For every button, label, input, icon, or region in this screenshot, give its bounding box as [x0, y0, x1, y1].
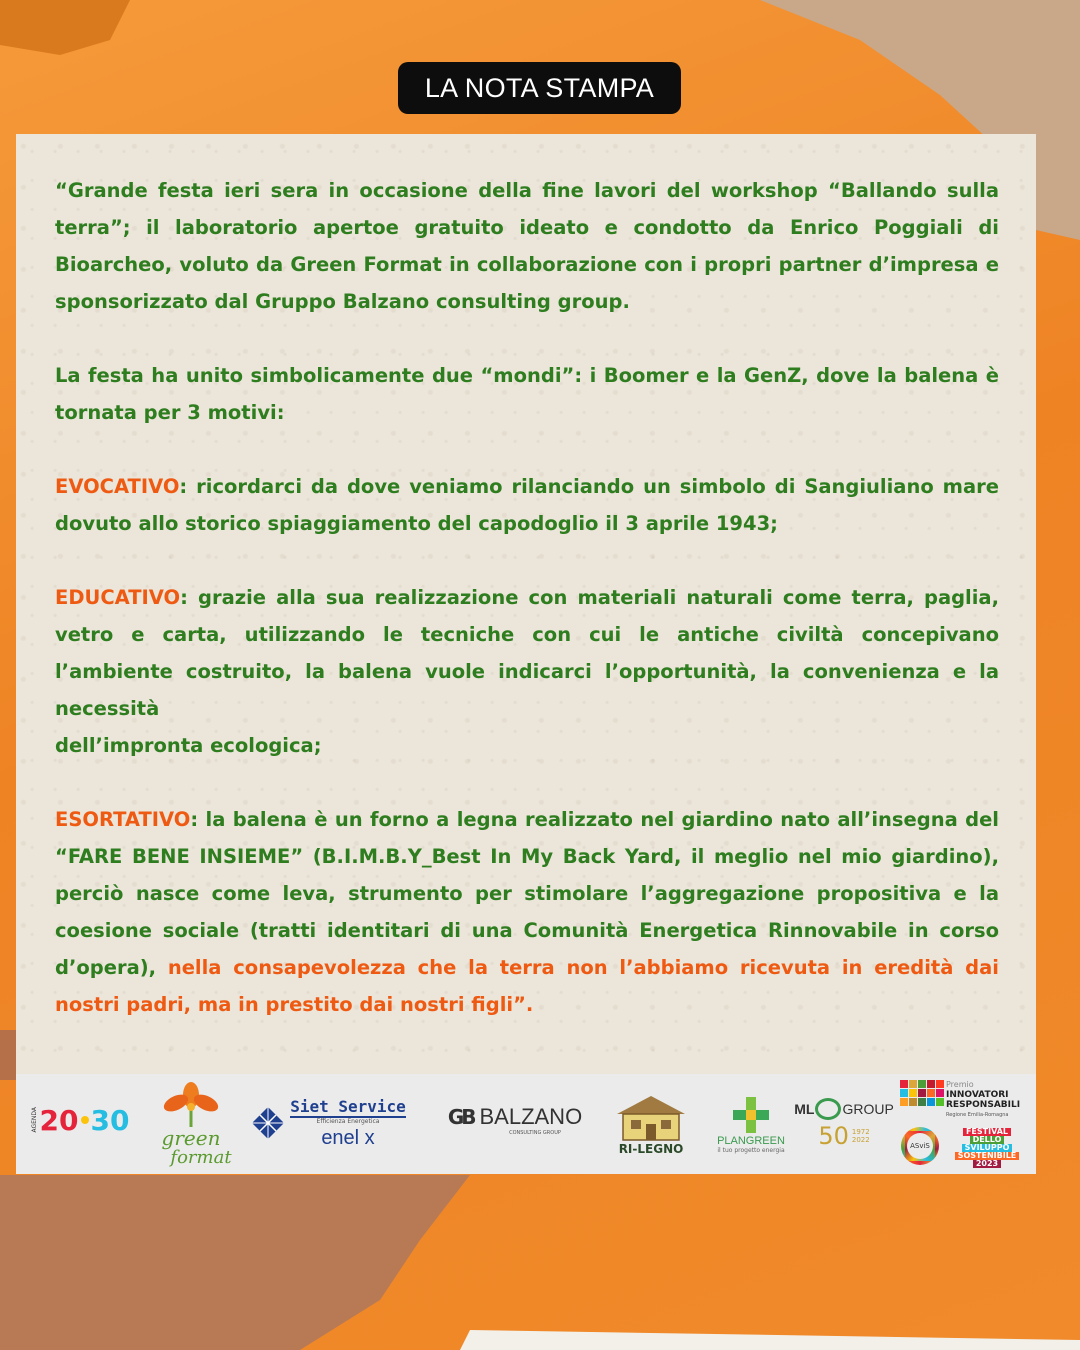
closing-quote: nella consapevolezza che la terra non l’abbiamo ricevuta in eredità dai nostri padri, ma in prestito dai nostri figli”.	[55, 956, 999, 1016]
ml-mark: ML	[794, 1101, 815, 1117]
plus-leaf-icon	[731, 1095, 771, 1135]
label-esortativo: ESORTATIVO	[55, 808, 191, 831]
ml-group-word: GROUP	[842, 1101, 894, 1117]
plangreen-logo	[706, 1088, 796, 1160]
festival-l1: FESTIVAL	[963, 1128, 1011, 1136]
asvis-logo	[900, 1126, 940, 1166]
balzano-name: BALZANO	[479, 1104, 583, 1129]
innovatori-region: Regione Emilia-Romagna	[946, 1112, 1009, 1118]
paragraph-evocativo	[55, 468, 999, 542]
text-esortativo: : la balena è un forno a legna realizzato nel giardino nato all’insegna del “FARE BENE INSIEME” (B.I.M.B.Y_Best In My Back Yard, il meglio nel mio giardino), perciò nasce come leva, strumento per stimolare l’aggregazione propositiva e la coesione sociale (tratti identitari di una Comunità Energetica Rinnovabile in corso d’opera),	[55, 808, 999, 979]
paragraph-educativo	[55, 579, 999, 727]
enel-x-logo: enel x	[321, 1126, 375, 1149]
paragraph-reasons: La festa ha unito simbolicamente due “mondi”: i Boomer e la GenZ, dove la balena è tornata per 3 motivi:	[55, 364, 999, 424]
agenda-20: 20	[39, 1103, 79, 1137]
ml-swirl-icon	[815, 1098, 841, 1120]
green-format-word-b: format	[170, 1147, 232, 1168]
ml-year-end: 2022	[851, 1136, 870, 1144]
agenda-dot	[81, 1116, 89, 1124]
label-evocativo: EVOCATIVO	[55, 475, 180, 498]
innovatori-responsabili-logo	[900, 1080, 1030, 1122]
agenda-30: 30	[90, 1103, 130, 1137]
innovatori-line1: INNOVATORI	[946, 1090, 1009, 1100]
press-release-text	[55, 172, 999, 1023]
ml-group-logo	[792, 1094, 896, 1154]
ri-legno-name: RI-LEGNO	[618, 1142, 684, 1156]
ml-50: 50	[818, 1122, 849, 1150]
ml-year-start: 1972	[851, 1128, 870, 1136]
festival-year: 2023	[973, 1160, 1001, 1168]
festival-l4: SOSTENIBILE	[955, 1152, 1020, 1160]
balzano-logo	[430, 1098, 600, 1142]
festival-sviluppo-sostenibile-logo	[942, 1126, 1032, 1170]
paragraph-esortativo	[55, 801, 999, 1023]
siet-sub: Efficienza Energetica	[316, 1117, 380, 1125]
label-educativo: EDUCATIVO	[55, 586, 181, 609]
asvis-ring-icon	[901, 1127, 939, 1165]
green-format-logo	[144, 1078, 238, 1170]
innovatori-premio: Premio	[946, 1080, 974, 1089]
paragraph-intro: “Grande festa ieri sera in occasione della fine lavori del workshop “Ballando sulla terra”; il laboratorio apertoe gratuito ideato e condotto da Enrico Poggiali di Bioarcheo, voluto da Green Format in collaborazione con i propri partner d’impresa e sponsorizzato dal Gruppo Balzano consulting group.	[55, 179, 999, 313]
balzano-sub: CONSULTING GROUP	[509, 1130, 561, 1136]
sponsor-logo-strip	[16, 1074, 1036, 1174]
festival-l3: SVILUPPO	[962, 1144, 1013, 1152]
green-format-word-a: green	[161, 1126, 221, 1150]
text-evocativo: : ricordarci da dove veniamo rilanciando un simbolo di Sangiuliano mare dovuto allo storico spiaggiamento del capodoglio il 3 aprile 1943;	[55, 475, 999, 535]
asvis-name: ASviS	[910, 1142, 930, 1150]
plangreen-name: PLANGREEN	[717, 1134, 785, 1147]
siet-name: Siet Service	[290, 1096, 406, 1116]
page-title: LA NOTA STAMPA	[424, 72, 655, 103]
colored-squares-icon	[900, 1080, 944, 1114]
innovatori-line2: RESPONSABILI	[946, 1100, 1021, 1110]
ri-legno-logo	[606, 1086, 696, 1162]
agenda-2030-logo	[24, 1098, 136, 1142]
text-educativo: : grazie alla sua realizzazione con materiali naturali come terra, paglia, vetro e carta, utilizzando le tecniche con cui le antiche civiltà concepivano l’ambiente costruito, la balena vuole indicarci l’opportunità, la convenienza e la necessità	[55, 586, 999, 720]
house-icon	[611, 1092, 691, 1142]
text-educativo-end: dell’impronta ecologica;	[55, 734, 322, 757]
agenda-prefix: AGENDA	[30, 1107, 38, 1133]
siet-service-logo	[242, 1088, 414, 1158]
festival-l2: DELLO	[970, 1136, 1005, 1144]
title-badge	[398, 62, 681, 114]
solar-panel-icon	[250, 1105, 286, 1141]
plangreen-sub: il tuo progetto energia	[717, 1146, 785, 1154]
flower-icon	[156, 1081, 226, 1129]
balzano-mark: GB	[447, 1105, 474, 1129]
